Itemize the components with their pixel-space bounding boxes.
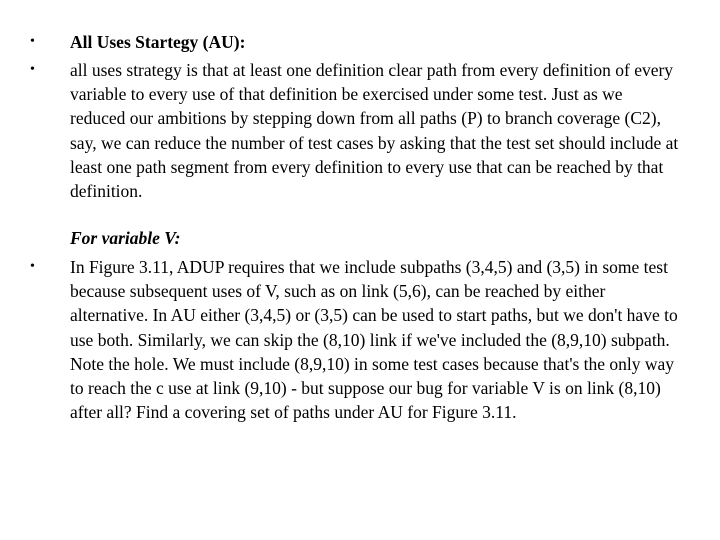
bullet-text-heading: All Uses Startegy (AU): [70,32,246,52]
sub-heading-variable-v: For variable V: [70,228,181,248]
bullet-icon: • [30,62,35,77]
bullet-text-example: In Figure 3.11, ADUP requires that we include subpaths (3,4,5) and (3,5) in some test because subsequent uses of V, such as on link (5,6), can be reached by either alternative. In AU either (3,4,5) or (3,5) can be used to start paths, but we don't have to use both. Similarly, we can skip the (8,10) link if we've included the (8,9,10) subpath. Note the hole. We must include (8,9,10) in some test cases because that's the only way to reach the c use at link (9,10) - but suppose our bug for variable V is on link (8,10) after all? Find a covering set of paths under AU for Figure 3.11. [70,257,678,423]
bullet-text-definition: all uses strategy is that at least one definition clear path from every definition of every variable to every use of that definition be exercised under some test. Just as we reduced our ambitions by stepping down from all paths (P) to branch coverage (C2), say, we can reduce the number of test cases by asking that the test set should include at least one path segment from every definition to every use that can be reached by that definition. [70,60,679,202]
bullet-icon: • [30,34,35,49]
bullet-icon: • [30,259,35,274]
